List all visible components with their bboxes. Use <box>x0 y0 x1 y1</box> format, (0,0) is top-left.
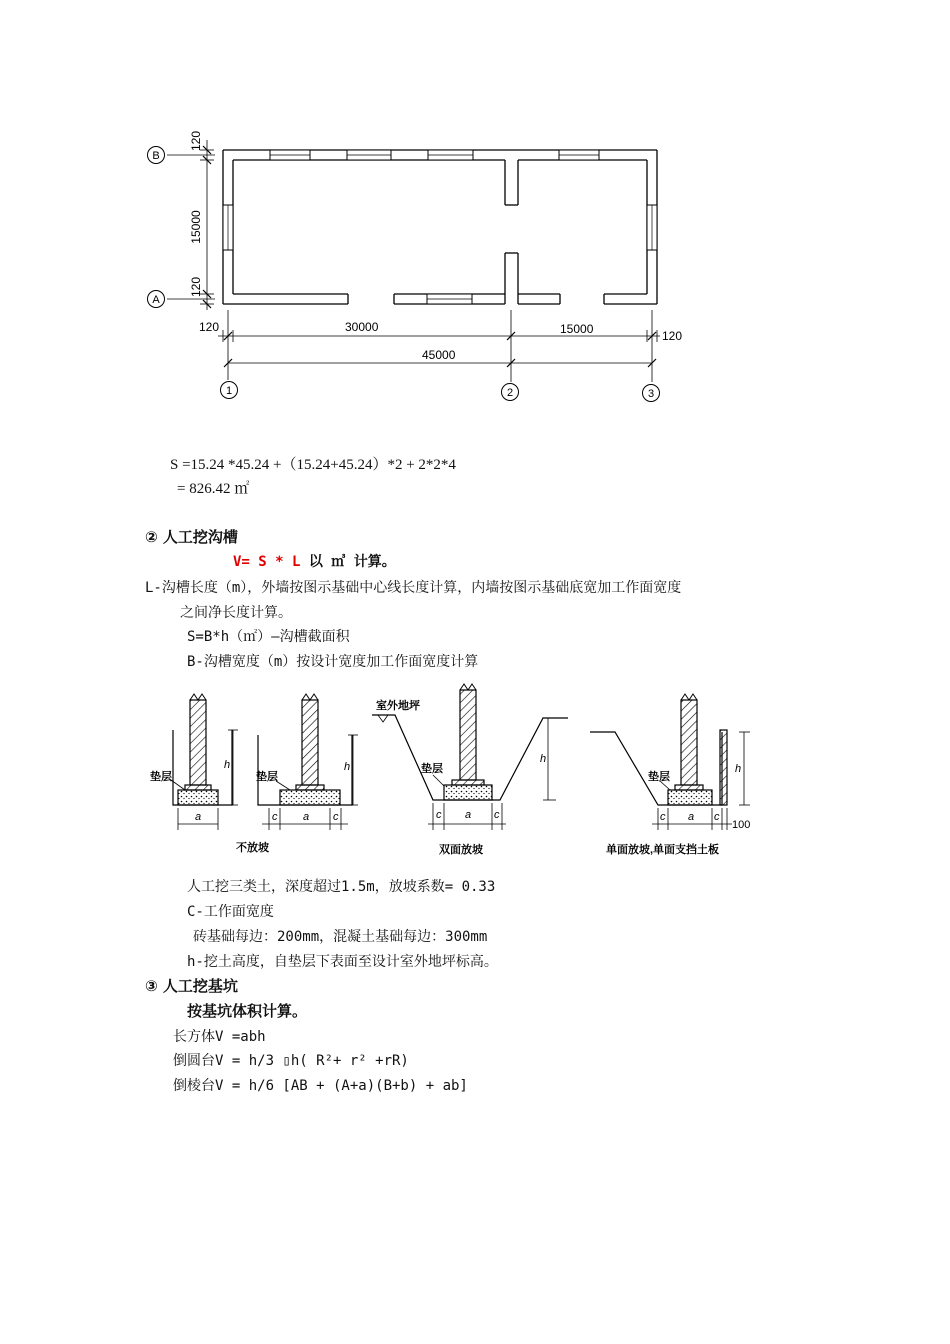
pad-label-2: 垫层 <box>256 771 278 783</box>
dim-bot-15000: 15000 <box>560 322 594 336</box>
s-definition: S=B*h（㎡）—沟槽截面积 <box>187 629 350 645</box>
c-label-3a: c <box>436 809 442 821</box>
a-label-4: a <box>688 811 695 823</box>
section3-heading: ③ 人工挖基坑 <box>145 977 238 995</box>
c-label-2b: c <box>333 811 339 823</box>
axis-1-label: 1 <box>225 385 233 397</box>
note-working-width: 砖基础每边：200mm，混凝土基础每边：300mm <box>193 929 488 945</box>
axis-2-label: 2 <box>506 387 514 399</box>
pad-label-4: 垫层 <box>648 771 670 783</box>
note-h-definition: h-挖土高度，自垫层下表面至设计室外地坪标高。 <box>187 954 498 970</box>
axis-a-label: A <box>152 294 160 306</box>
dim-100-label: 100 <box>732 819 751 831</box>
b-definition: B-沟槽宽度（m）按设计宽度加工作面宽度计算 <box>187 654 479 670</box>
formula-frustum-pyramid: 倒棱台V = h/6 [AB + (A+a)(B+b) + ab] <box>173 1078 468 1094</box>
axis-b-label: B <box>152 150 160 162</box>
dim-left-top: 120 <box>189 130 203 152</box>
c-label-2a: c <box>272 811 278 823</box>
l-definition-line2: 之间净长度计算。 <box>180 605 292 621</box>
ground-label: 室外地坪 <box>376 700 420 712</box>
note-slope-coefficient: 人工挖三类土，深度超过1.5m，放坡系数= 0.33 <box>187 879 496 895</box>
section2-heading: ② 人工挖沟槽 <box>145 528 238 546</box>
pad-label-3: 垫层 <box>421 763 443 775</box>
trench-sections-drawing <box>0 675 950 865</box>
a-label-2: a <box>303 811 310 823</box>
c-label-4a: c <box>660 811 666 823</box>
dim-bot-30000: 30000 <box>345 320 379 334</box>
formula-frustum-cone: 倒圆台V = h/3 ▯h( R²+ r² +rR) <box>173 1053 409 1069</box>
a-label-3: a <box>465 809 472 821</box>
formula-cuboid: 长方体V =abh <box>173 1029 266 1045</box>
note-c-definition: C-工作面宽度 <box>187 904 274 920</box>
dim-left-bot: 120 <box>189 276 203 298</box>
formula-v-sl: V= S * L <box>233 554 301 570</box>
pad-label-1: 垫层 <box>150 771 172 783</box>
h-label-3: h <box>540 753 547 765</box>
formula-s-line2: = 826.42 ㎡ <box>177 481 250 497</box>
section2-formula <box>233 551 396 571</box>
h-label-2: h <box>344 761 351 773</box>
formula-s-line1: S =15.24 *45.24 +（15.24+45.24）*2 + 2*2*4 <box>170 457 456 473</box>
dim-bot-right: 120 <box>662 329 683 343</box>
dim-left-mid: 15000 <box>189 210 203 244</box>
dim-bot-total: 45000 <box>422 348 456 362</box>
section3-subheading: 按基坑体积计算。 <box>187 1002 308 1020</box>
caption-double-slope: 双面放坡 <box>439 844 483 856</box>
floor-plan-drawing <box>0 0 950 420</box>
dim-bot-left: 120 <box>199 320 220 334</box>
a-label-1: a <box>195 811 202 823</box>
formula-unit-text: 以 ㎥ 计算。 <box>300 554 396 570</box>
c-label-3b: c <box>494 809 500 821</box>
h-label-1: h <box>224 759 231 771</box>
axis-3-label: 3 <box>647 388 655 400</box>
caption-single-slope: 单面放坡,单面支挡土板 <box>606 844 720 856</box>
caption-no-slope: 不放坡 <box>236 842 269 854</box>
c-label-4b: c <box>714 811 720 823</box>
h-label-4: h <box>735 763 742 775</box>
l-definition-line1: L-沟槽长度（m），外墙按图示基础中心线长度计算，内墙按图示基础底宽加工作面宽度 <box>145 580 682 596</box>
